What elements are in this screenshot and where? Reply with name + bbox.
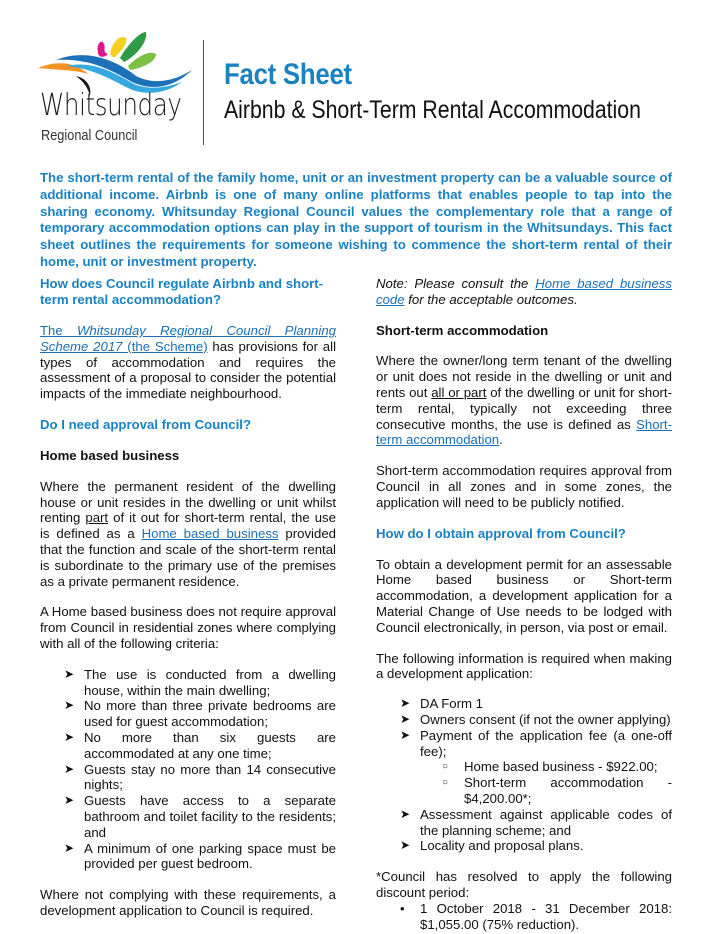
arrow-bullet-icon: ➤ <box>64 761 75 776</box>
logo-subtitle: Regional Council <box>41 127 138 144</box>
list-item: ➤ DA Form 1 <box>400 696 484 712</box>
short-term-accommodation-link[interactable]: Short-term accommodation <box>376 416 672 448</box>
circle-bullet-icon: ○ <box>442 777 449 789</box>
arrow-bullet-icon: ➤ <box>64 793 75 808</box>
circle-bullet-icon: ○ <box>442 761 449 773</box>
requirements-list <box>376 696 672 854</box>
arrow-bullet-icon: ➤ <box>64 666 75 681</box>
arrow-bullet-icon: ➤ <box>400 711 411 726</box>
page-subtitle: Airbnb & Short-Term Rental Accommodation <box>224 96 641 124</box>
arrow-bullet-icon: ➤ <box>64 698 75 713</box>
discount-list <box>376 901 672 933</box>
list-item: ➤ No more than three private bedrooms are used for guest accommodation; <box>64 698 336 730</box>
fees-list <box>420 759 672 806</box>
list-item: ○ Short-term accommodation - $4,200.00*; <box>442 775 672 806</box>
list-item: ➤ A minimum of one parking space must be provided per guest bedroom. <box>64 840 336 872</box>
list-item: ➤ The use is conducted from a dwelling house, within the main dwelling; <box>64 666 336 698</box>
list-item: ➤ No more than six guests are accommodated at any one time; <box>64 729 336 761</box>
list-item: ➤ Payment of the application fee (a one-off fee); ○ Home based business - $922.00; ○ Short-term accommodation - $4,200.00*; <box>400 727 672 806</box>
arrow-bullet-icon: ➤ <box>400 727 411 742</box>
planning-scheme-paragraph: The Whitsunday Regional Council Planning Scheme 2017 (the Scheme) has provisions for all types of accommodation and requires the assessment of a proposal to consider the potential impacts of the immediate neighbourhood. <box>40 323 336 402</box>
heading-home-based-business: Home based business <box>40 447 180 463</box>
list-item: ○ Home based business - $922.00; <box>442 759 658 775</box>
heading-short-term-accommodation: Short-term accommodation <box>376 322 549 338</box>
home-based-business-paragraph: Where the permanent resident of the dwelling house or unit resides in the dwelling or unit whilst renting part of it out for short-term rental, the use is defined as a Home based business provided that the function and scale of the short-term rental is subordinate to the primary use of the premises as a private permanent residence. <box>40 478 336 589</box>
home-based-business-link[interactable]: Home based business <box>141 526 279 542</box>
criteria-intro: A Home based business does not require approval from Council in residential zones where complying with all of the following criteria: <box>40 604 336 651</box>
planning-scheme-link[interactable]: The Whitsunday Regional Council Planning Scheme 2017 (the Scheme) <box>40 323 336 354</box>
required-info-intro: The following information is required when making a development application: <box>376 650 672 682</box>
list-item: ➤ Assessment against applicable codes of the planning scheme; and <box>400 806 672 838</box>
heading-regulate: How does Council regulate Airbnb and short-term rental accommodation? <box>40 276 324 307</box>
list-item: ➤ Guests stay no more than 14 consecutive nights; <box>64 761 336 793</box>
arrow-bullet-icon: ➤ <box>64 840 75 855</box>
dot-bullet-icon: • <box>400 900 405 916</box>
note-paragraph: Note: Please consult the Home based business code for the acceptable outcomes. <box>376 276 672 307</box>
criteria-list <box>40 667 336 872</box>
logo-wordmark: Whitsunday <box>40 88 182 123</box>
right-column <box>376 276 672 932</box>
left-column <box>40 276 336 934</box>
heading-approval: Do I need approval from Council? <box>40 416 252 432</box>
list-item: ➤ Locality and proposal plans. <box>400 838 584 854</box>
short-term-approval-paragraph: Short-term accommodation requires approval from Council in all zones and in some zones, the application will need to be publicly notified. <box>376 463 672 510</box>
non-compliance-paragraph: Where not complying with these requirements, a development application to Council is required. <box>40 887 336 918</box>
whitsunday-logo <box>36 30 196 150</box>
discount-intro: *Council has resolved to apply the following discount period: <box>376 869 672 900</box>
document-header <box>0 0 711 160</box>
list-item: • 1 October 2018 - 31 December 2018: $1,055.00 (75% reduction). <box>400 900 672 932</box>
short-term-definition-paragraph: Where the owner/long term tenant of the dwelling or unit does not reside in the dwelling or unit and rents out all or part of the dwelling or unit for short-term rental, typically not exceeding three consecutive months, the use is defined as Short-term accommodation. <box>376 353 672 448</box>
arrow-bullet-icon: ➤ <box>400 838 411 853</box>
heading-obtain-approval: How do I obtain approval from Council? <box>376 525 626 541</box>
home-based-business-code-link[interactable]: Home based business code <box>376 276 672 307</box>
arrow-bullet-icon: ➤ <box>64 729 75 744</box>
intro-paragraph: The short-term rental of the family home, unit or an investment property can be a valuable source of additional income. Airbnb is one of many online platforms that enables people to tap into the sharing economy. Whitsunday Regional Council values the complementary role that a range of temporary accommodation options can play in the support of tourism in the Whitsundays. This fact sheet outlines the requirements for someone wishing to commence the short-term rental of their home, unit or investment property. <box>40 170 672 269</box>
page-title: Fact Sheet <box>224 58 352 91</box>
header-divider <box>203 40 204 145</box>
list-item: ➤ Owners consent (if not the owner applying) <box>400 711 671 727</box>
arrow-bullet-icon: ➤ <box>400 806 411 821</box>
development-permit-paragraph: To obtain a development permit for an assessable Home based business or Short-term accommodation, a development application for a Material Change of Use needs to be lodged with Council electronically, in person, via post or email. <box>376 556 672 635</box>
list-item: ➤ Guests have access to a separate bathroom and toilet facility to the residents; and <box>64 793 336 840</box>
arrow-bullet-icon: ➤ <box>400 696 411 711</box>
